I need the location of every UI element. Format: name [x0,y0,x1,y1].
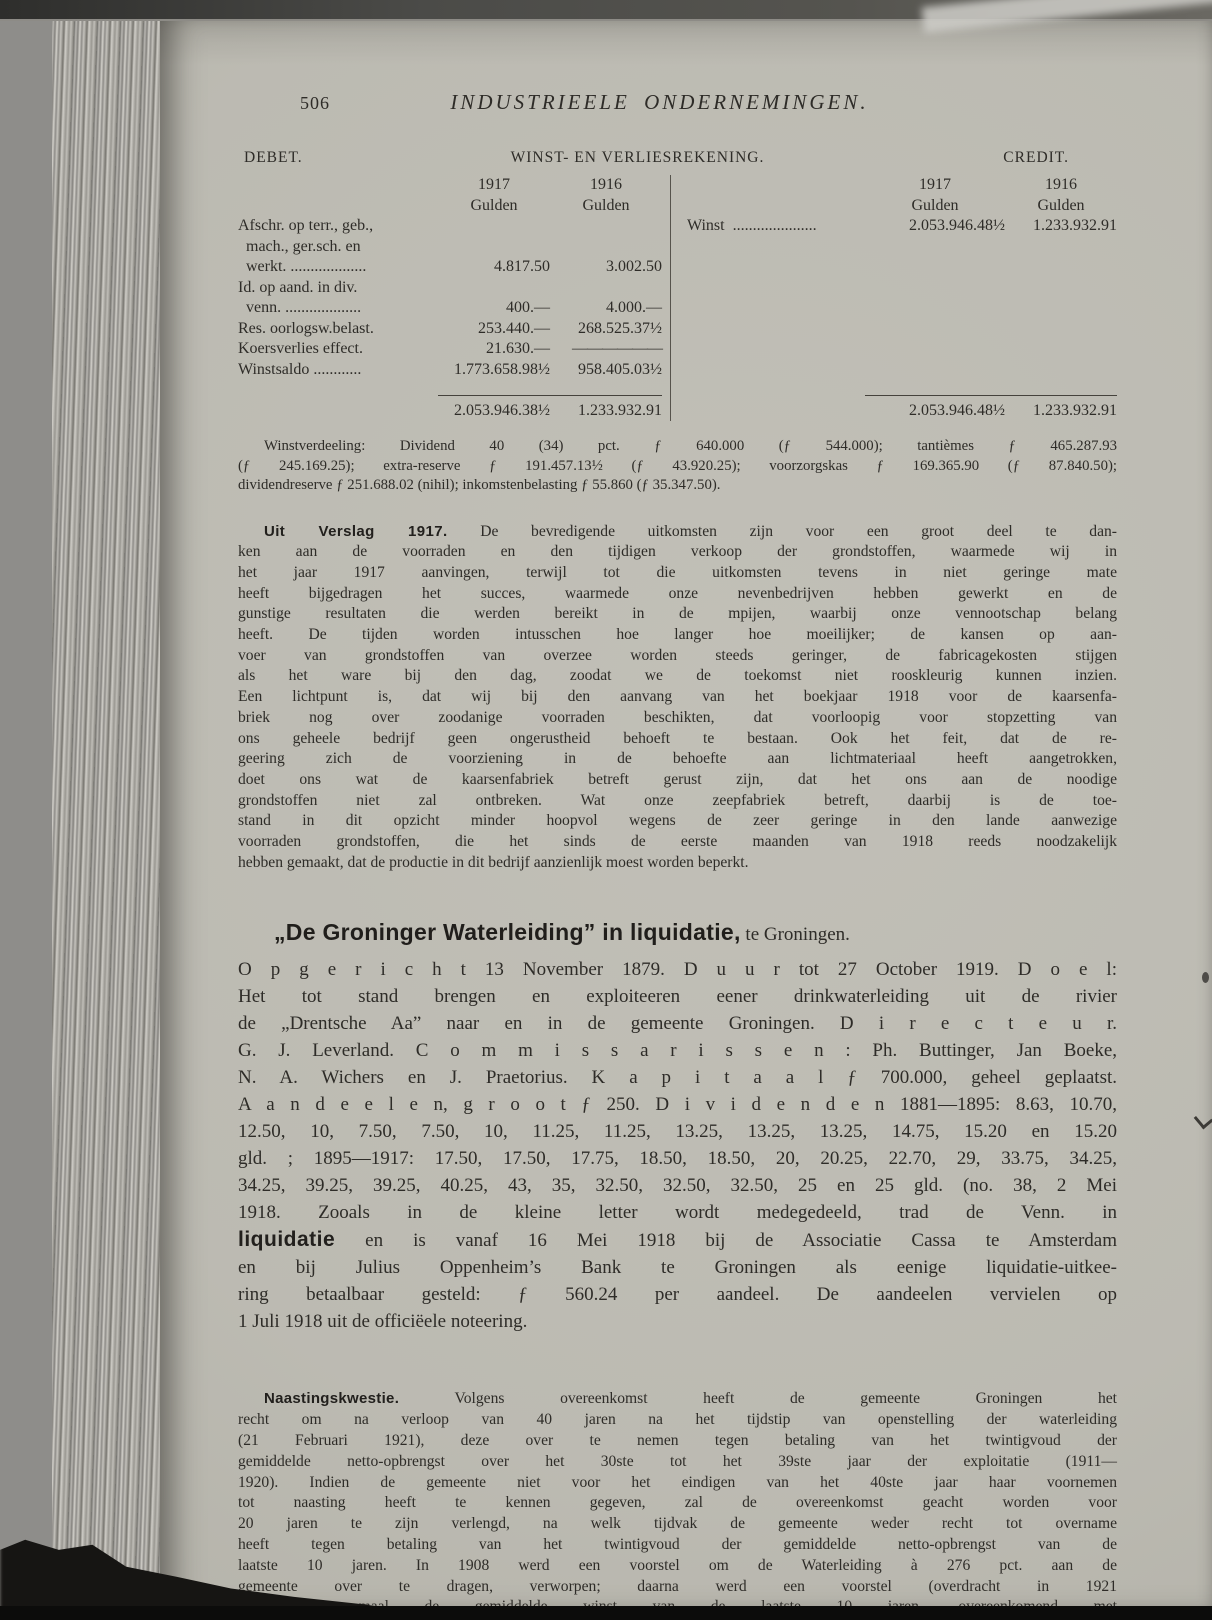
text-line: ken aan de voorraden en den tijdigen verkoop der grondstoffen, waarmede wij in [238,543,1117,561]
text-line: 12.50, 10, 7.50, 7.50, 10, 11.25, 11.25, 13.25, 13.25, 13.25, 14.75, 15.20 en 15.20 [238,1121,1117,1143]
company-location: te Groningen. [740,924,850,946]
ledger-row: Id. op aand. in div. [238,278,358,296]
text-line: briek nog over zoodanige voorraden beschikten, dat voorloopig voor stopzetting van [238,708,1117,726]
text-line: de „Drentsche Aa” naar en in de gemeente Groningen. D i r e c t e u r. [238,1013,1117,1035]
ledger-body [238,175,1117,421]
text-line: het jaar 1917 aanvingen, terwijl tot die uitkomsten tevens in niet geringe mate [238,563,1117,581]
company-section-title [238,919,1117,946]
text-line: Het tot stand brengen en exploiteeren eener drinkwaterleiding uit de rivier [238,986,1117,1008]
ledger-row: werkt. ................... 4.817.50 3.002.50 [238,258,662,275]
text-line: hebben gemaakt, dat de productie in dit bedrijf aanzienlijk moest worden beperkt. [238,853,749,871]
running-title: INDUSTRIEELE ONDERNEMINGEN. [450,90,869,114]
text-line: grondstoffen niet zal ontbreken. Wat onze zeepfabriek betreft, daarbij is de toe- [238,791,1117,809]
currency-label: Gulden [1037,196,1085,214]
year-1917: 1917 [478,176,510,193]
debet-label: DEBET. [244,149,303,166]
text-line: voorraden grondstoffen, die het sinds de eerste maanden van 1918 reeds noodzakelijk [238,833,1117,851]
text-line: voer van grondstoffen van overzee worden steeds geringer, de fabricagekosten stijgen [238,646,1117,664]
text-line: tot naasting heeft te kennen gegeven, zal de overeenkomst geacht worden voor [238,1494,1117,1512]
text-line: en bij Julius Oppenheim’s Bank te Groningen als eenige liquidatie-uitkee- [238,1257,1117,1279]
ledger-row: Res. oorlogsw.belast. 253.440.— 268.525.37½ [238,319,662,337]
ledger-row: mach., ger.sch. en [238,237,361,255]
text-line: 1920). Indien de gemeente niet voor het eindigen van het 40ste jaar haar voornemen [238,1473,1117,1491]
verslag-1917-paragraph [238,522,1117,874]
ledger-row: Winstsaldo ............ 1.773.658.98½ 958.405.03½ [238,360,662,378]
ledger-title: WINST- EN VERLIESREKENING. [510,149,765,166]
credit-rows [687,216,1117,237]
text-line: 1918. Zooals in de kleine letter wordt medegedeeld, trad de Venn. in [238,1202,1117,1224]
text-line: als het ware bij den dag, zoodat we de toekomst niet rooskleurig kunnen inzien. [238,667,1117,685]
text-line: G. J. Leverland. C o m m i s s a r i s s e n : Ph. Buttinger, Jan Boeke, [238,1040,1117,1062]
company-name-bold: „De Groninger Waterleiding” in liquidatie, [274,919,741,946]
text-line: (ƒ 245.169.25); extra-reserve ƒ 191.457.13½ (ƒ 43.920.25); voorzorgskas ƒ 169.365.90 (ƒ 87.840.50); [238,457,1117,474]
text-line: heeft tegen betaling van het twintigvoud der gemiddelde netto-opbrengst van de [238,1536,1117,1554]
currency-header-row [238,196,662,217]
currency-label: Gulden [911,196,959,214]
text-line: (21 Februari 1921), deze over te nemen tegen betaling van het twintigvoud der [238,1432,1117,1450]
text-line: laatste 10 jaren. In 1908 werd een voorstel om de Waterleiding à 276 pct. aan de [238,1556,1117,1574]
text-line: ring betaalbaar gesteld: ƒ 560.24 per aandeel. De aandeelen vervielen op [238,1284,1117,1306]
page-number: 506 [300,93,330,113]
text-line: gemeente over te dragen, verworpen; daarna werd een voorstel (overdracht in 1921 [238,1577,1117,1595]
text-line: gemiddelde netto-opbrengst over het 30ste tot het 39ste jaar der exploitatie (1911— [238,1452,1117,1470]
debet-total-1916: 1.233.932.91 [578,401,662,419]
text-line: Winstverdeeling: Dividend 40 (34) pct. ƒ 640.000 (ƒ 544.000); tantièmes ƒ 465.287.93 [264,438,1117,454]
currency-header-row [687,196,1117,217]
text-line: doet ons wat de kaarsenfabriek betreft gerust zijn, dat het ons aan de noodige [238,770,1117,788]
credit-column [670,175,1117,421]
text-line: 34.25, 39.25, 39.25, 40.25, 43, 35, 32.50, 32.50, 32.50, 25 en 25 gld. (no. 38, 2 Mei [238,1175,1117,1197]
ledger-row: Winst ..................... 2.053.946.48½ 1.233.932.91 [687,217,1117,234]
credit-total-row [687,395,1117,422]
running-head [238,90,1117,115]
naastingskwestie-paragraph [238,1389,1117,1618]
text-line: gld. ; 1895—1917: 17.50, 17.50, 17.75, 18.50, 18.50, 20, 20.25, 22.70, 29, 33.75, 34.25, [238,1148,1117,1170]
ledger-header [238,149,1117,167]
text-line: Naastingskwestie. Volgens overeenkomst heeft de gemeente Groningen het [264,1390,1117,1408]
ledger-row: venn. ................... 400.— 4.000.— [238,299,662,316]
text-line: 1 Juli 1918 uit de officiëele noteering. [238,1311,528,1333]
text-line: heeft. De tijden worden intusschen hoe langer hoe moeilijker; de kansen op aan- [238,626,1117,644]
text-line: N. A. Wichers en J. Praetorius. K a p i t a a l ƒ 700.000, geheel geplaatst. [238,1067,1117,1089]
debet-rows [238,216,662,380]
year-1917: 1917 [919,176,951,193]
credit-total-1916: 1.233.932.91 [1033,401,1117,419]
ledger-row: Koersverlies effect. 21.630.— —————— [238,340,662,357]
text-line: Een lichtpunt is, dat wij bij den aanvang van het boekjaar 1918 voor de kaarsenfa- [238,688,1117,706]
year-1916: 1916 [1045,176,1077,193]
debet-column [238,175,670,421]
page-surface [160,20,1212,1607]
year-1916: 1916 [590,176,622,193]
scan-artifact-speck [1202,972,1209,983]
text-line: 20 jaren te zijn verlengd, na welk tijdvak de gemeente weder recht tot overname [238,1515,1117,1533]
text-line: recht om na verloop van 40 jaren na het tijdstip van openstelling der waterleiding [238,1411,1117,1429]
profit-loss-ledger [238,149,1117,421]
debet-total-row [238,395,662,422]
text-line: liquidatie en is vanaf 16 Mei 1918 bij de Associatie Cassa te Amsterdam [238,1228,1117,1252]
text-line: A a n d e e l e n, g r o o t ƒ 250. D i v i d e n d e n 1881—1895: 8.63, 10.70, [238,1094,1117,1116]
credit-label: CREDIT. [1003,149,1069,166]
text-line: gunstige resultaten die werden bereikt in de mpijen, waarbij onze vennootschap belang [238,605,1117,623]
text-line: ons geheele bedrijf geen ongerustheid behoeft te bestaan. Ook het feit, dat de re- [238,729,1117,747]
text-line: stand in dit opzicht minder hoopvol wegens de zeer geringe in den lande aanwezige [238,812,1117,830]
debet-total-1917: 2.053.946.38½ [454,401,550,419]
credit-total-1917: 2.053.946.48½ [909,401,1005,419]
scan-bottom-shadow [0,1606,1212,1620]
ledger-row: Afschr. op terr., geb., [238,217,374,234]
text-line: heeft bijgedragen het succes, waarmede onze nevenbedrijven hebben gewerkt en de [238,584,1117,602]
text-line: dividendreserve ƒ 251.688.02 (nihil); inkomstenbelasting ƒ 55.860 (ƒ 35.347.50). [238,477,721,493]
text-line: Uit Verslag 1917. De bevredigende uitkomsten zijn voor een groot deel te dan- [264,522,1117,540]
text-line: O p g e r i c h t 13 November 1879. D u u r tot 27 October 1919. D o e l: [238,959,1117,981]
stacked-page-edges [52,0,170,1620]
currency-label: Gulden [470,196,518,214]
currency-label: Gulden [582,196,630,214]
winstverdeeling-paragraph [238,437,1117,496]
year-header-row [687,175,1117,196]
company-description [238,956,1117,1335]
text-line: geering zich de voorziening in de behoefte aan lichtmateriaal heeft aangetrokken, [238,750,1117,768]
year-header-row [238,175,662,196]
